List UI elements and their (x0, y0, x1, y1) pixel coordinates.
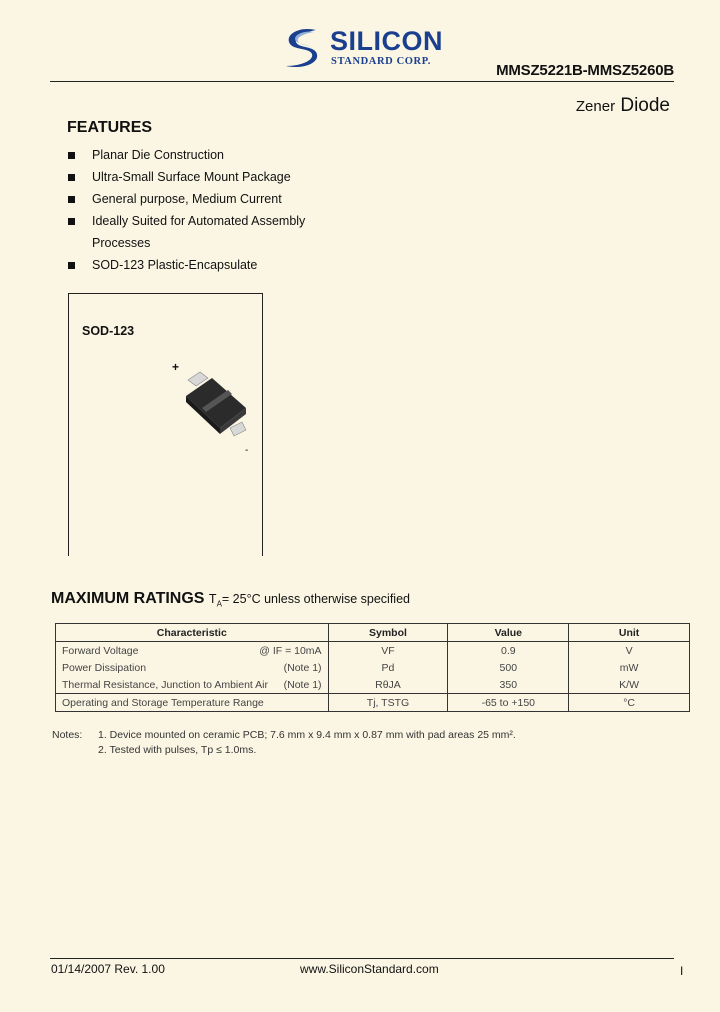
footer-date-revision: 01/14/2007 Rev. 1.00 (51, 962, 165, 976)
bullet-icon (68, 218, 75, 225)
list-item: SOD-123 Plastic-Encapsulate (68, 257, 305, 279)
features-list (68, 147, 305, 279)
note-1: 1. Device mounted on ceramic PCB; 7.6 mm x 9.4 mm x 0.87 mm with pad areas 25 mm². (98, 729, 516, 741)
notes-label: Notes: (52, 729, 83, 741)
features-heading: FEATURES (67, 119, 153, 136)
list-item-continuation: Processes (92, 236, 151, 250)
list-item: Planar Die Construction (68, 147, 305, 169)
bullet-icon (68, 152, 75, 159)
list-item: General purpose, Medium Current (68, 191, 305, 213)
header-rule (50, 81, 674, 82)
list-item: Ultra-Small Surface Mount Package (68, 169, 305, 191)
brand-name: SILICON (330, 26, 444, 56)
ratings-condition: $T_A= 25^\circ C$ unless otherwise specified (208, 592, 410, 609)
notes-section (52, 728, 516, 758)
table-row: Forward Voltage @ IF = 10mA VF 0.9 V (56, 642, 690, 660)
brand-subtitle: STANDARD CORP. (331, 56, 431, 67)
col-header-symbol: Symbol (328, 624, 448, 642)
table-row: Thermal Resistance, Junction to Ambient Air (Note 1) RθJA 350 K/W (56, 676, 690, 694)
table-row: Operating and Storage Temperature Range Tj, TSTG -65 to +150 °C (56, 694, 690, 712)
bullet-icon (68, 196, 75, 203)
package-label: SOD-123 (82, 324, 135, 338)
footer-page-number: I (680, 964, 684, 978)
table-header-row (56, 624, 690, 642)
col-header-unit: Unit (569, 624, 690, 642)
subtitle-diode: Diode (620, 95, 670, 116)
ratings-heading (51, 590, 410, 609)
anode-plus-mark: + (172, 360, 180, 374)
cathode-minus-mark: - (245, 445, 249, 456)
list-item: Ideally Suited for Automated Assembly (68, 213, 305, 235)
bullet-icon (68, 262, 75, 269)
note-2: 2. Tested with pulses, Tp ≤ 1.0ms. (98, 744, 257, 756)
ratings-title: MAXIMUM RATINGS (51, 590, 205, 607)
logo-swoosh-icon (280, 26, 326, 70)
ratings-table (55, 623, 690, 712)
sod123-package-icon (180, 370, 250, 445)
subtitle-zener: Zener (575, 98, 616, 115)
col-header-characteristic: Characteristic (56, 624, 329, 642)
footer-rule (50, 958, 674, 959)
table-row: Power Dissipation (Note 1) Pd 500 mW (56, 659, 690, 676)
document-subtitle (576, 95, 670, 117)
bullet-icon (68, 174, 75, 181)
part-number: MMSZ5221B-MMSZ5260B (496, 62, 674, 79)
col-header-value: Value (448, 624, 569, 642)
footer-website-link[interactable]: www.SiliconStandard.com (300, 962, 439, 976)
